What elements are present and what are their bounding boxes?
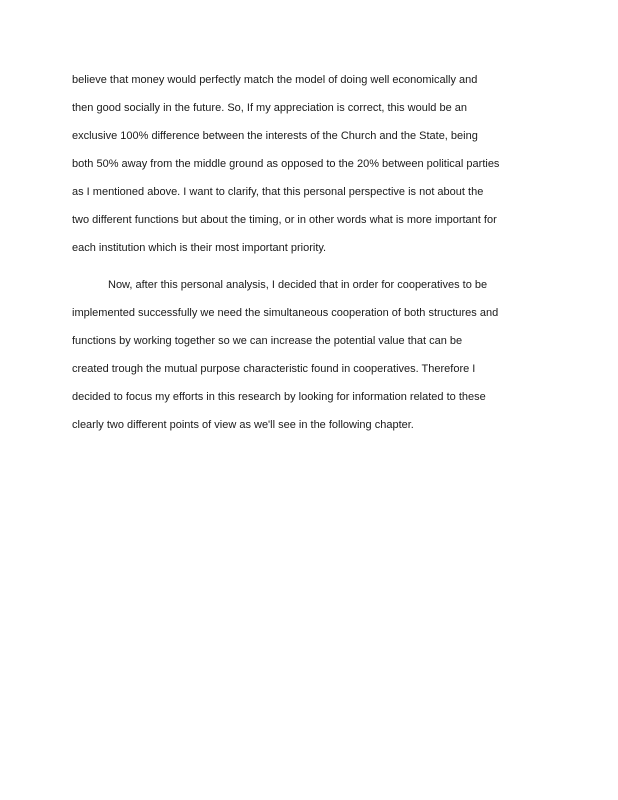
text-line: believe that money would perfectly match the model of doing well economically and (72, 74, 478, 86)
text-line: clearly two different points of view as we'll see in the following chapter. (72, 419, 414, 431)
text-line: implemented successfully we need the simultaneous cooperation of both structures and (72, 307, 499, 319)
text-line: Now, after this personal analysis, I decided that in order for cooperatives to be (108, 279, 488, 291)
text-line: both 50% away from the middle ground as opposed to the 20% between political parties (72, 158, 500, 170)
paragraph-spacer (72, 262, 558, 271)
paragraph-2 (72, 271, 558, 439)
text-line: decided to focus my efforts in this research by looking for information related to these (72, 391, 486, 403)
text-line: each institution which is their most important priority. (72, 242, 327, 254)
text-line: two different functions but about the timing, or in other words what is more important for (72, 214, 497, 226)
paragraph-1 (72, 66, 558, 262)
text-line: as I mentioned above. I want to clarify, that this personal perspective is not about the (72, 186, 484, 198)
body-text (72, 66, 558, 439)
text-line: exclusive 100% difference between the interests of the Church and the State, being (72, 130, 478, 142)
text-line: then good socially in the future. So, If my appreciation is correct, this would be an (72, 102, 467, 114)
text-line: created trough the mutual purpose characteristic found in cooperatives. Therefore I (72, 363, 476, 375)
text-line: functions by working together so we can increase the potential value that can be (72, 335, 463, 347)
